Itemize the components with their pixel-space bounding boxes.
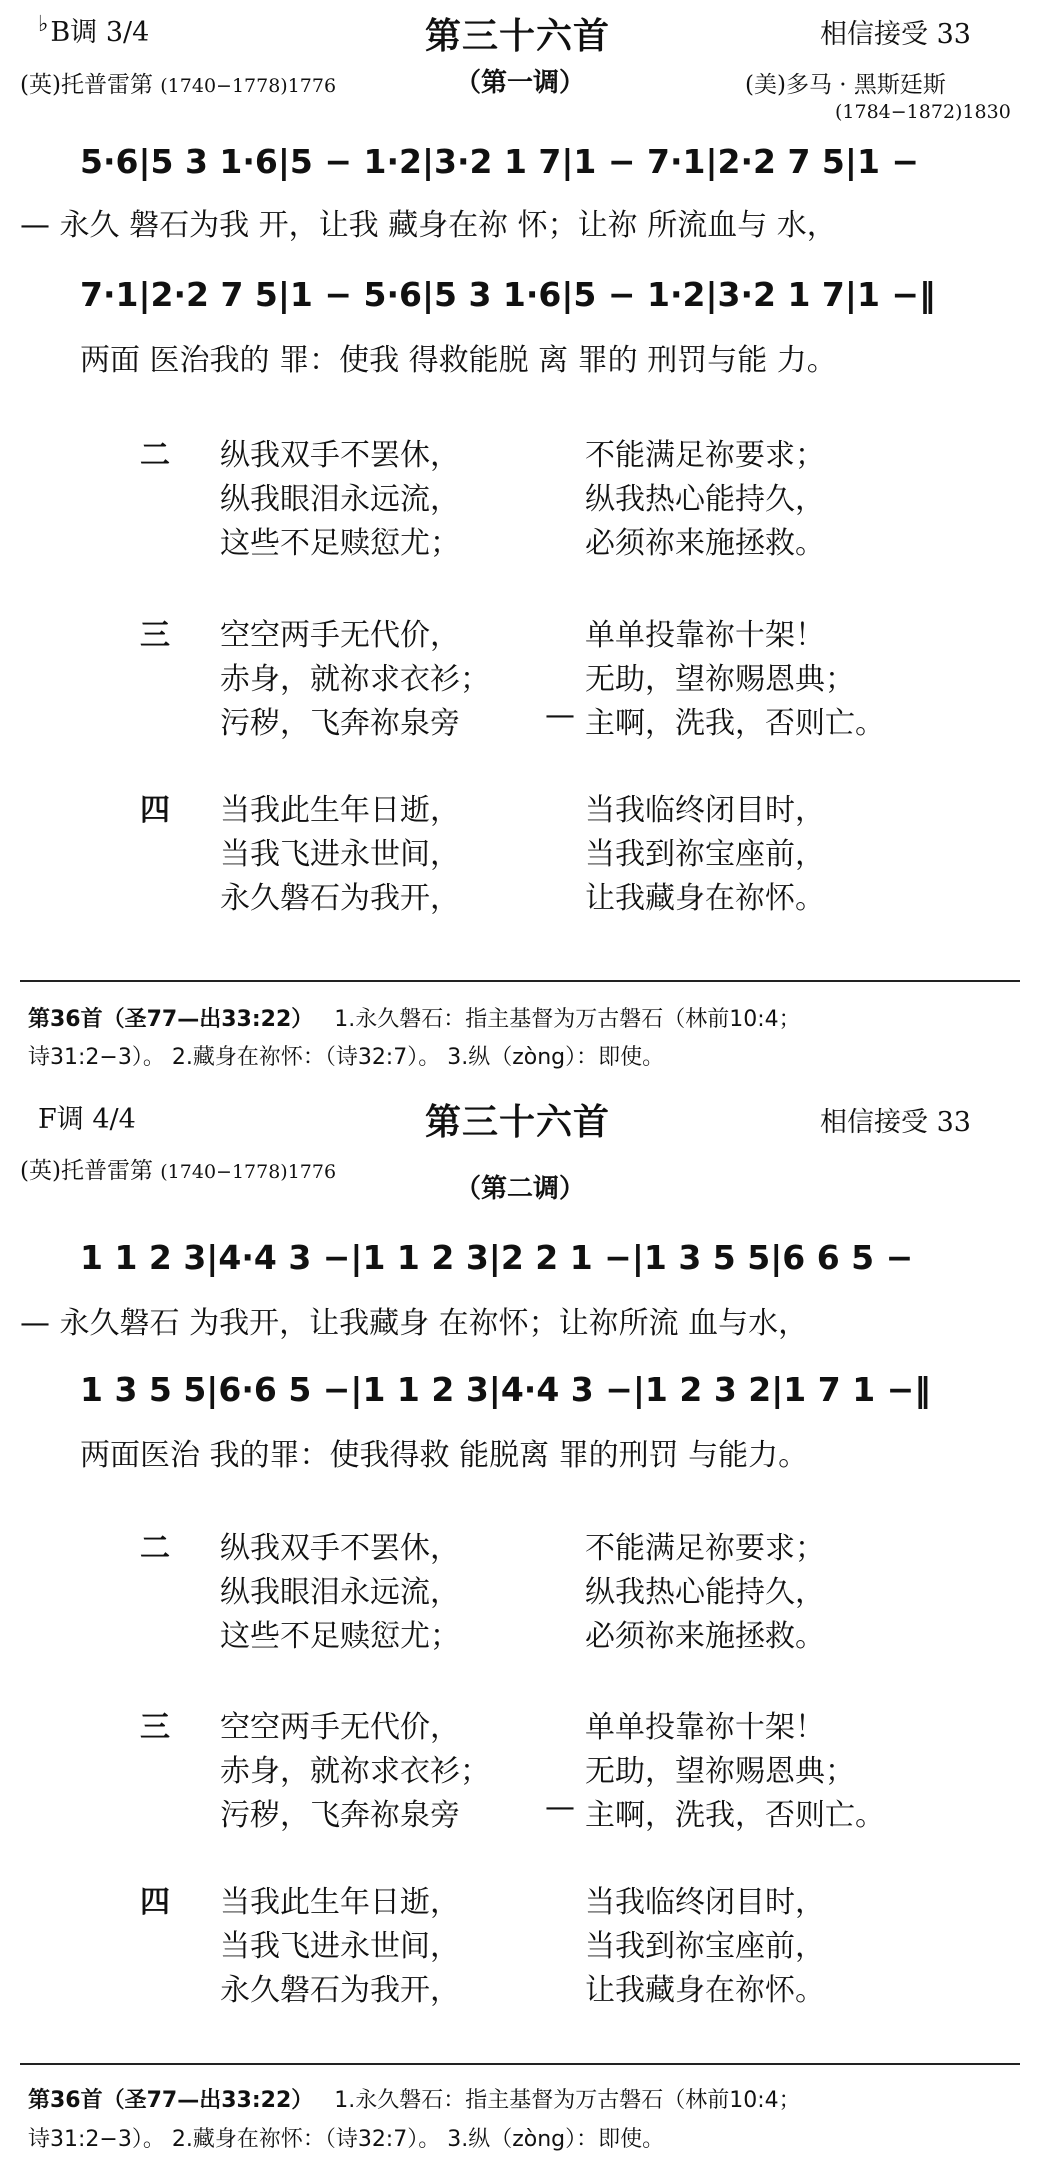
lyricist-credit: (英)托普雷第 (1740−1778)1776 bbox=[20, 72, 337, 98]
verse-line: 不能满足祢要求； bbox=[585, 1531, 825, 1566]
divider bbox=[20, 980, 1020, 982]
composer-credit: (美)多马 · 黑斯廷斯 bbox=[745, 72, 946, 98]
lyrics-line-2: 两面 医治我的 罪：使我 得救能脱 离 罪的 刑罚与能 力。 bbox=[80, 343, 837, 378]
verse-line: 单单投靠祢十架！ bbox=[585, 1710, 825, 1745]
verse-line: 主啊，洗我，否则亡。 bbox=[585, 1798, 885, 1833]
verse-line: 不能满足祢要求； bbox=[585, 438, 825, 473]
verse-line: 单单投靠祢十架！ bbox=[585, 618, 825, 653]
verse-line: 当我临终闭目时， bbox=[585, 793, 825, 828]
verse-label: 四 bbox=[140, 1885, 170, 1920]
verse-line: 纵我双手不罢休， bbox=[220, 438, 460, 473]
notation-line-2: 7·1|2·2 7 5|1 − 5·6|5 3 1·6|5 − 1·2|3·2 1 7|1 −‖ bbox=[80, 275, 936, 314]
verse-label: 二 bbox=[140, 1531, 170, 1566]
verse-line: 当我到祢宝座前， bbox=[585, 837, 825, 872]
lyrics-line-2: 两面医治 我的罪：使我得救 能脱离 罪的刑罚 与能力。 bbox=[80, 1438, 809, 1473]
tune-subtitle: （第二调） bbox=[455, 1174, 586, 1204]
verse-line: 赤身，就祢求衣衫； bbox=[220, 662, 490, 697]
tune-subtitle: （第一调） bbox=[455, 68, 586, 98]
divider bbox=[20, 2063, 1020, 2065]
verse-label: 三 bbox=[140, 618, 170, 653]
hymn-title: 第三十六首 bbox=[425, 16, 611, 57]
footnote-line-1: 第36首（圣77—出33:22） 1.永久磐石：指主基督为万古磐石（林前10:4； bbox=[28, 1007, 801, 1032]
verse-line: 纵我热心能持久， bbox=[585, 1575, 825, 1610]
lyrics-line-1: — 永久磐石 为我开，让我藏身 在祢怀；让祢所流 血与水， bbox=[20, 1306, 809, 1341]
verse-line: 这些不足赎愆尤； bbox=[220, 526, 460, 561]
verse-line: 纵我双手不罢休， bbox=[220, 1531, 460, 1566]
verse-line: 当我临终闭目时， bbox=[585, 1885, 825, 1920]
verse-line: 纵我眼泪永远流， bbox=[220, 482, 460, 517]
verse-line: 当我此生年日逝， bbox=[220, 1885, 460, 1920]
lyrics-line-1: — 永久 磐石为我 开，让我 藏身在祢 怀；让祢 所流血与 水， bbox=[20, 208, 837, 243]
verse-line: 当我飞进永世间， bbox=[220, 837, 460, 872]
verse-line: 当我到祢宝座前， bbox=[585, 1929, 825, 1964]
tune-name: 相信接受 33 bbox=[820, 1107, 971, 1138]
verse-line: 污秽，飞奔祢泉旁 bbox=[220, 1798, 460, 1833]
footnote-line-2: 诗31:2−3）。 2.藏身在祢怀：（诗32:7）。 3.纵（zòng）：即使。 bbox=[28, 2127, 665, 2152]
composer-years: (1784−1872)1830 bbox=[835, 101, 1011, 123]
verse-line: 无助，望祢赐恩典； bbox=[585, 662, 855, 697]
footnote-line-2: 诗31:2−3）。 2.藏身在祢怀：（诗32:7）。 3.纵（zòng）：即使。 bbox=[28, 1045, 665, 1070]
flat-icon: ♭ bbox=[38, 12, 49, 37]
verse-line: 纵我热心能持久， bbox=[585, 482, 825, 517]
verse-line: 当我此生年日逝， bbox=[220, 793, 460, 828]
verse-line: 永久磐石为我开， bbox=[220, 1973, 460, 2008]
verse-label: 二 bbox=[140, 438, 170, 473]
hymn-title: 第三十六首 bbox=[425, 1102, 611, 1143]
verse-dash: — bbox=[545, 698, 575, 733]
verse-line: 必须祢来施拯救。 bbox=[585, 1619, 825, 1654]
tune-name: 相信接受 33 bbox=[820, 19, 971, 50]
verse-line: 让我藏身在祢怀。 bbox=[585, 1973, 825, 2008]
verse-line: 让我藏身在祢怀。 bbox=[585, 881, 825, 916]
verse-line: 必须祢来施拯救。 bbox=[585, 526, 825, 561]
verse-label: 三 bbox=[140, 1710, 170, 1745]
notation-line-1: 1 1 2 3|4·4 3 −|1 1 2 3|2 2 1 −|1 3 5 5|6 6 5 − bbox=[80, 1238, 914, 1277]
lyricist-credit: (英)托普雷第 (1740−1778)1776 bbox=[20, 1158, 337, 1184]
notation-line-1: 5·6|5 3 1·6|5 − 1·2|3·2 1 7|1 − 7·1|2·2 7 5|1 − bbox=[80, 142, 920, 181]
verse-line: 这些不足赎愆尤； bbox=[220, 1619, 460, 1654]
verse-dash: — bbox=[545, 1790, 575, 1825]
key-signature: ♭B调 3/4 bbox=[38, 12, 150, 48]
notation-line-2: 1 3 5 5|6·6 5 −|1 1 2 3|4·4 3 −|1 2 3 2|1 7 1 −‖ bbox=[80, 1370, 931, 1409]
key-signature: F调 4/4 bbox=[38, 1104, 136, 1135]
verse-line: 永久磐石为我开， bbox=[220, 881, 460, 916]
verse-line: 无助，望祢赐恩典； bbox=[585, 1754, 855, 1789]
verse-line: 空空两手无代价， bbox=[220, 618, 460, 653]
verse-line: 空空两手无代价， bbox=[220, 1710, 460, 1745]
verse-line: 主啊，洗我，否则亡。 bbox=[585, 706, 885, 741]
verse-line: 当我飞进永世间， bbox=[220, 1929, 460, 1964]
verse-line: 赤身，就祢求衣衫； bbox=[220, 1754, 490, 1789]
verse-line: 纵我眼泪永远流， bbox=[220, 1575, 460, 1610]
footnote-line-1: 第36首（圣77—出33:22） 1.永久磐石：指主基督为万古磐石（林前10:4； bbox=[28, 2088, 801, 2113]
verse-line: 污秽，飞奔祢泉旁 bbox=[220, 706, 460, 741]
verse-label: 四 bbox=[140, 793, 170, 828]
